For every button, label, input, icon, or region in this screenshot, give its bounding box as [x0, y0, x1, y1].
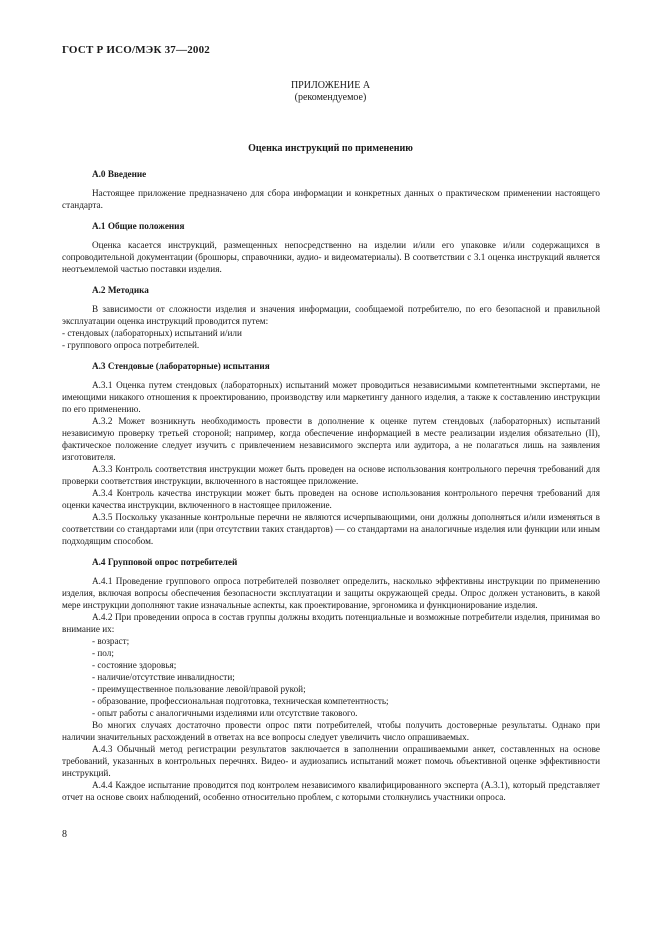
heading-a2: А.2 Методика: [92, 285, 149, 295]
heading-a4: А.4 Групповой опрос потребителей: [92, 557, 238, 567]
heading-a3: А.3 Стендовые (лабораторные) испытания: [92, 361, 270, 371]
section-title: Оценка инструкций по применению: [248, 143, 413, 154]
factors-list: [62, 635, 600, 719]
paragraph: В зависимости от сложности изделия и значения информации, сообщаемой потребителю, по его безопасной и правильной эксплуатации оценка инструкций проводится путем:: [62, 304, 600, 326]
paragraph: Во многих случаях достаточно провести опрос пяти потребителей, чтобы получить достоверные результаты. Однако при наличии значительных расхождений в ответах на все вопросы следует увеличить число опрашиваемых.: [62, 720, 600, 742]
paragraph: А.4.4 Каждое испытание проводится под контролем независимого квалифицированного эксперта (А.3.1), который представляет отчет на основе своих наблюдений, особенно относительно проблем, с которыми столкнулись участники опроса.: [62, 780, 600, 802]
heading-a1: А.1 Общие положения: [92, 221, 185, 231]
annex-heading: [0, 80, 661, 104]
document-body: [62, 168, 600, 803]
paragraph: А.3.1 Оценка путем стендовых (лабораторных) испытаний может проводиться независимыми компетентными экспертами, не имеющими никакого отношения к проектированию, производству или маркетингу данного изделия, а также к составлению инструкции по его применению.: [62, 380, 600, 414]
list-item: - группового опроса потребителей.: [62, 339, 600, 351]
list-item: - наличие/отсутствие инвалидности;: [92, 671, 600, 683]
paragraph: А.4.3 Обычный метод регистрации результатов заключается в заполнении опрашиваемыми анкет, составленных на основе требований, указанных в контрольных перечнях. Видео- и аудиозапись испытаний может помочь объективной оценке эффективности инструкций.: [62, 744, 600, 778]
page-number: 8: [62, 829, 67, 840]
list-item: - состояние здоровья;: [92, 659, 600, 671]
paragraph: А.3.4 Контроль качества инструкции может быть проведен на основе использования контрольного перечня требований для оценки качества инструкции, включенного в настоящее приложение.: [62, 488, 600, 510]
list-item: - преимущественное пользование левой/правой рукой;: [92, 683, 600, 695]
paragraph: Настоящее приложение предназначено для сбора информации и конкретных данных о практическом применении настоящего стандарта.: [62, 188, 600, 210]
paragraph: А.4.2 При проведении опроса в состав группы должны входить потенциальные и возможные потребители изделия, принимая во внимание их:: [62, 612, 600, 634]
annex-title: ПРИЛОЖЕНИЕ А: [290, 80, 371, 91]
list-item: - стендовых (лабораторных) испытаний и/или: [62, 327, 600, 339]
standard-header: ГОСТ Р ИСО/МЭК 37—2002: [62, 44, 210, 56]
method-list: [62, 327, 600, 351]
list-item: - возраст;: [92, 635, 600, 647]
paragraph: А.3.2 Может возникнуть необходимость провести в дополнение к оценке путем стендовых (лабораторных) испытаний независимую проверку третьей стороной; например, когда обеспечение информацией в месте реализации изделия обязательно (II), фактическое положение следует изучить с привлечением независимого эксперта или аудитора, а не полагаться лишь на заявления изготовителя.: [62, 416, 600, 462]
paragraph: Оценка касается инструкций, размещенных непосредственно на изделии и/или его упаковке и/или содержащихся в сопроводительной документации (брошюры, справочники, аудио- и видеоматериалы). В соответствии с 3.1 оценка инструкций является неотъемлемой частью поставки изделия.: [62, 240, 600, 274]
heading-a0: А.0 Введение: [92, 169, 147, 179]
paragraph: А.3.5 Поскольку указанные контрольные перечни не являются исчерпывающими, они должны дополняться и/или изменяться в соответствии со стандартами или (при отсутствии таких стандартов) — со стандартами на аналогичные изделия или функции или иным подходящим способом.: [62, 512, 600, 546]
list-item: - пол;: [92, 647, 600, 659]
paragraph: А.3.3 Контроль соответствия инструкции может быть проведен на основе использования контрольного перечня требований для проверки соответствия инструкции, включенного в настоящее приложение.: [62, 464, 600, 486]
list-item: - опыт работы с аналогичными изделиями или отсутствие такового.: [92, 707, 600, 719]
list-item: - образование, профессиональная подготовка, техническая компетентность;: [92, 695, 600, 707]
paragraph: А.4.1 Проведение группового опроса потребителей позволяет определить, насколько эффективны инструкции по применению изделия, включая вопросы обеспечения безопасности эксплуатации и защиты окружающей среды. Опрос должен установить, в какой мере инструкции дополняют такие изначальные аспекты, как проектирование, эргономика и функционирование изделия.: [62, 576, 600, 610]
annex-subtitle: (рекомендуемое): [294, 92, 367, 103]
